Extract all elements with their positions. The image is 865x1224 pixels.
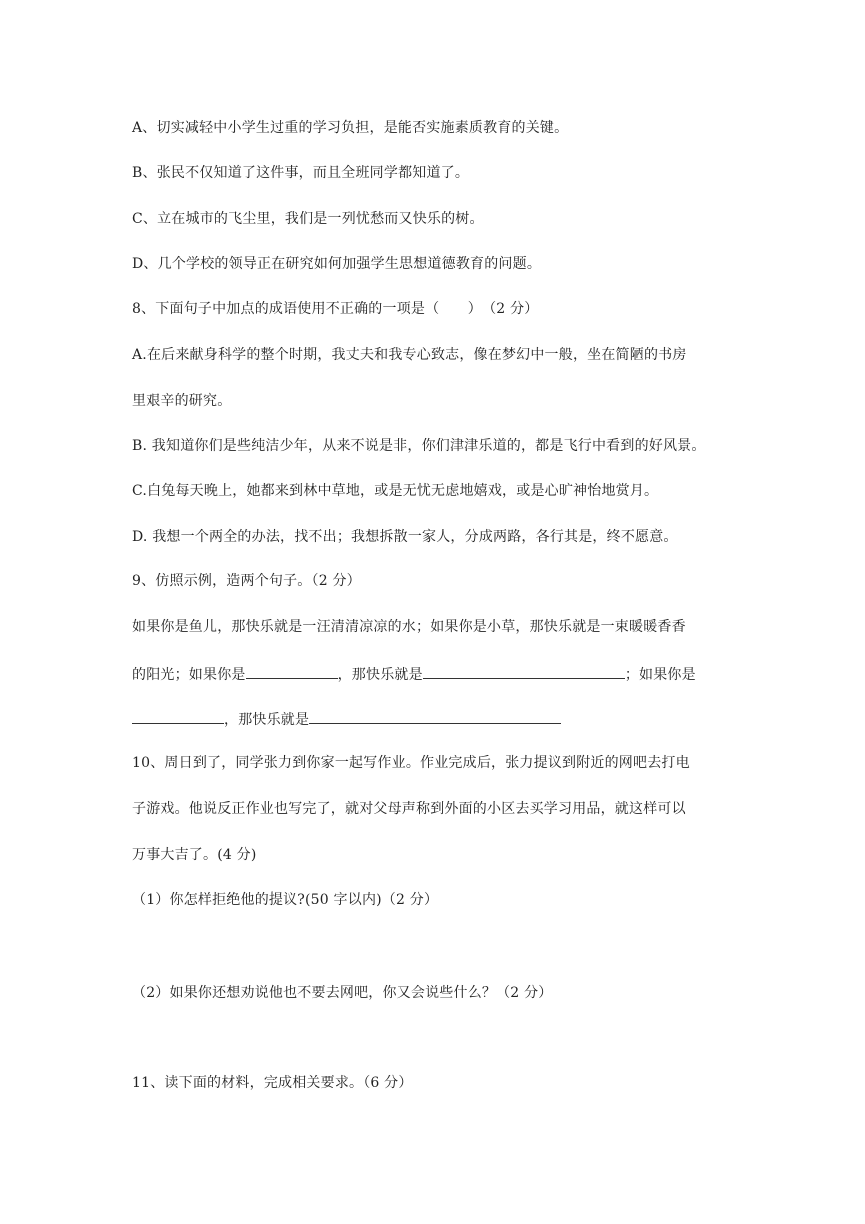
q9-text-d: ，那快乐就是	[224, 712, 310, 728]
q8-option-b: B. 我知道你们是些纯洁少年，从来不说是非，你们津津乐道的，都是飞行中看到的好风景。	[132, 438, 706, 454]
q9-blank-3[interactable]	[132, 709, 224, 724]
q9-example-line1: 如果你是鱼儿，那快乐就是一汪清清凉凉的水；如果你是小草，那快乐就是一束暖暖香香	[132, 619, 686, 635]
q7-option-c: C、立在城市的飞尘里，我们是一列忧愁而又快乐的树。	[132, 211, 484, 227]
q10-sub1: （1）你怎样拒绝他的提议?(50 字以内)（2 分）	[132, 892, 439, 908]
q7-option-d: D、几个学校的领导正在研究如何加强学生思想道德教育的问题。	[132, 256, 542, 272]
q9-blank-4[interactable]	[309, 709, 561, 724]
q9-text-c: ；如果你是	[624, 667, 696, 683]
q8-option-c: C.白兔每天晚上，她都来到林中草地，或是无忧无虑地嬉戏，或是心旷神怡地赏月。	[132, 483, 659, 499]
q8-stem: 8、下面句子中加点的成语使用不正确的一项是（ ） （2 分）	[132, 301, 539, 317]
q9-stem: 9、仿照示例，造两个句子。（2 分）	[132, 573, 361, 589]
q9-text-a: 的阳光；如果你是	[132, 667, 246, 683]
q7-option-b: B、张民不仅知道了这件事，而且全班同学都知道了。	[132, 165, 470, 181]
q8-option-d: D. 我想一个两全的办法，找不出；我想拆散一家人，分成两路，各行其是，终不愿意。	[132, 529, 678, 545]
q7-option-a: A、切实减轻中小学生过重的学习负担，是能否实施素质教育的关键。	[132, 120, 569, 136]
q9-text-b: ，那快乐就是	[337, 667, 423, 683]
q9-blank-2[interactable]	[423, 664, 625, 679]
q9-example-line2	[132, 664, 696, 685]
q9-line3	[132, 709, 561, 730]
q11-stem: 11、读下面的材料，完成相关要求。（6 分）	[132, 1075, 413, 1091]
q10-sub2: （2）如果你还想劝说他也不要去网吧，你又会说些什么？（2 分）	[132, 985, 553, 1001]
q10-line1: 10、周日到了，同学张力到你家一起写作业。作业完成后，张力提议到附近的网吧去打电	[132, 755, 690, 771]
q8-option-a-line2: 里艰辛的研究。	[132, 393, 232, 409]
q8-option-a-line1: A.在后来献身科学的整个时期，我丈夫和我专心致志，像在梦幻中一般，坐在简陋的书房	[132, 347, 687, 363]
q10-line2: 子游戏。他说反正作业也写完了，就对父母声称到外面的小区去买学习用品，就这样可以	[132, 801, 686, 817]
q9-blank-1[interactable]	[246, 664, 338, 679]
q10-line3: 万事大吉了。(4 分)	[132, 847, 257, 863]
